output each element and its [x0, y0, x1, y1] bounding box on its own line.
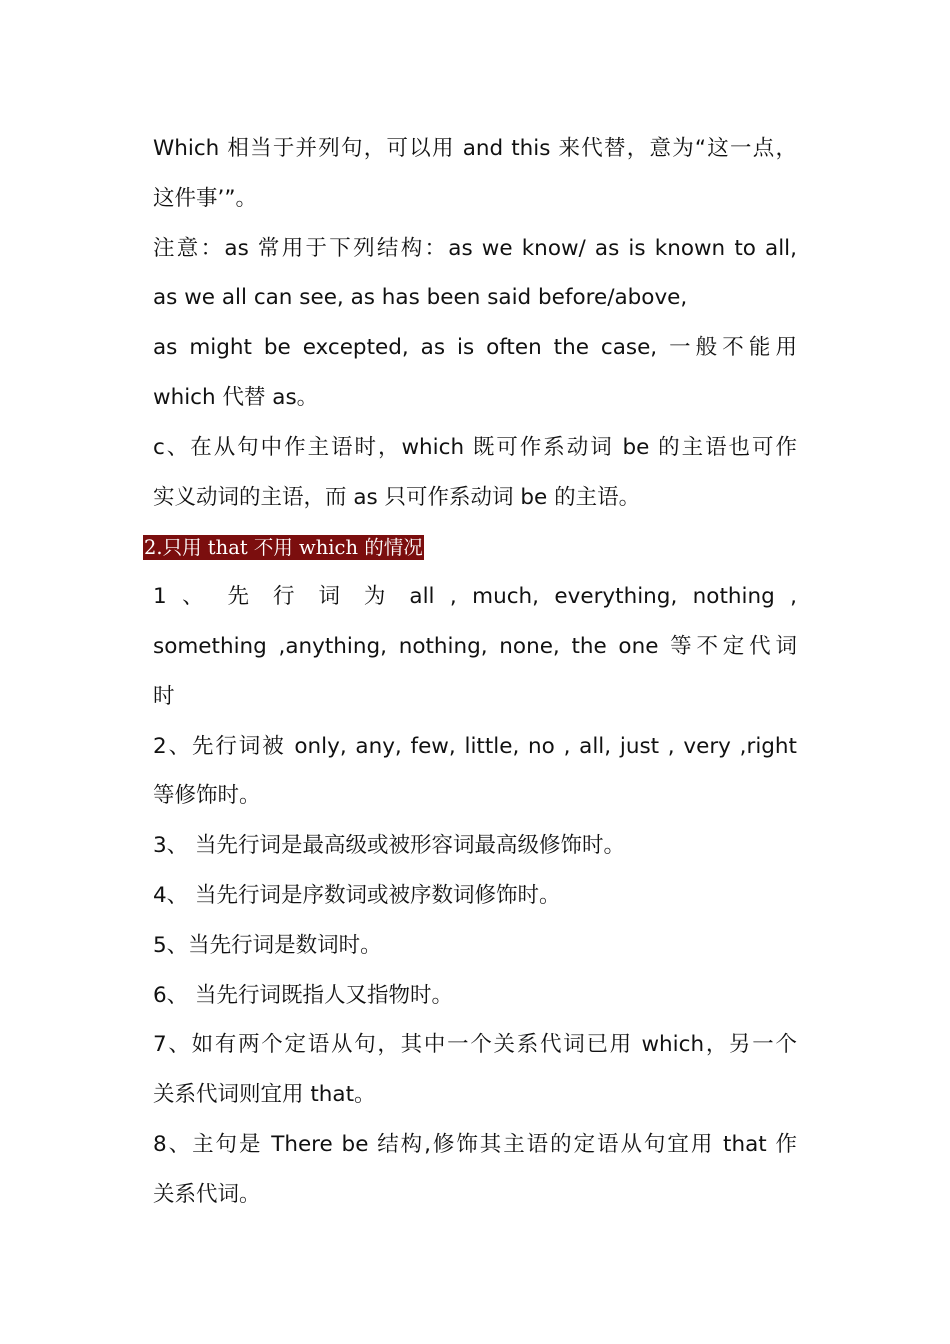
list-item: 关系代词。 [153, 1181, 261, 1207]
list-item: 6、 当先行词既指人又指物时。 [153, 982, 454, 1008]
text-line: 实义动词的主语，而 as 只可作系动词 be 的主语。 [153, 484, 641, 510]
list-item: something ,anything, nothing, none, the one 等不定代词 [153, 633, 797, 659]
text-line: Which 相当于并列句，可以用 and this 来代替，意为“这一点， [153, 136, 797, 161]
list-item: 4、 当先行词是序数词或被序数词修饰时。 [153, 882, 561, 908]
list-item: 7、如有两个定语从句，其中一个关系代词已用 which，另一个 [153, 1032, 797, 1058]
text-line: 注意：as 常用于下列结构：as we know/ as is known to all, [153, 235, 797, 261]
document-body [144, 124, 797, 1220]
list-item: 时 [153, 683, 175, 709]
list-item: 3、 当先行词是最高级或被形容词最高级修饰时。 [153, 833, 626, 859]
list-item: 8、主句是 There be 结构,修饰其主语的定语从句宜用 that 作 [153, 1131, 797, 1157]
list-item: 5、当先行词是数词时。 [153, 932, 382, 958]
text-line: 这件事’”。 [153, 185, 257, 211]
text-line: as we all can see, as has been said before/above, [153, 285, 688, 311]
list-item: 关系代词则宜用 that。 [153, 1082, 376, 1108]
list-item: 等修饰时。 [153, 783, 261, 809]
text-line: as might be excepted, as is often the case, 一般不能用 [153, 335, 797, 361]
text-line: c、在从句中作主语时，which 既可作系动词 be 的主语也可作 [153, 434, 797, 460]
list-item: 1 、 先 行 词 为 all , much, everything, nothing , [153, 584, 797, 610]
section-heading-row [143, 522, 797, 572]
text-line: which 代替 as。 [153, 384, 319, 410]
list-item: 2、先行词被 only, any, few, little, no , all, just , very ,right [153, 733, 797, 759]
section-heading: 2.只用 that 不用 which 的情况 [144, 535, 423, 559]
